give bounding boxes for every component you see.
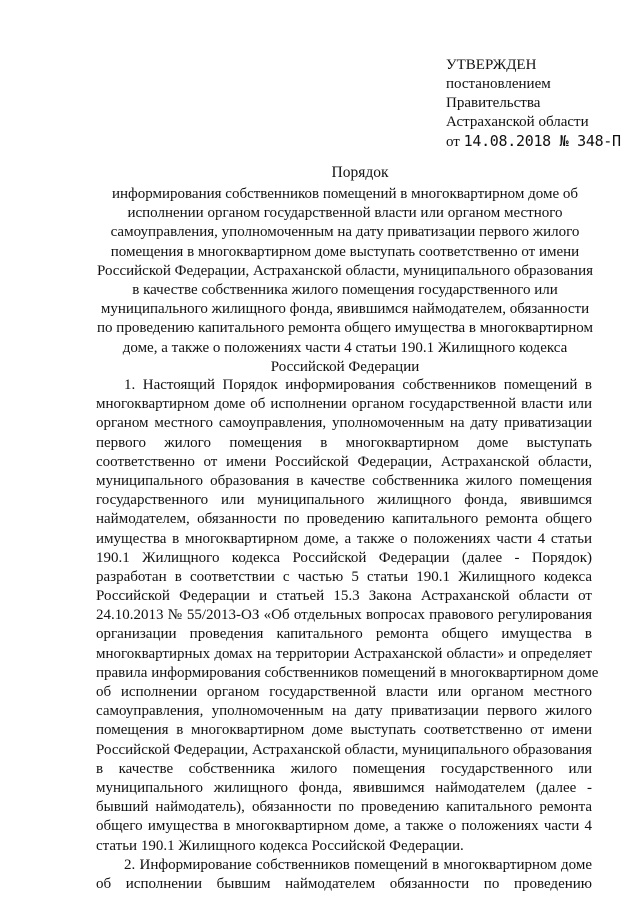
paragraph-1	[96, 376, 599, 856]
subtitle-line: самоуправления, уполномоченным на дату приватизации первого жилого	[110, 224, 580, 241]
text-line: статьи 190.1 Жилищного кодекса Российской Федерации.	[96, 837, 464, 854]
approval-date-line	[446, 132, 621, 152]
subtitle-line: информирования собственников помещений в многоквартирном доме об	[111, 186, 579, 202]
text-line: первого жилого помещения в многоквартирном доме выступать	[96, 434, 592, 451]
text-line: организации проведения капитального ремонта общего имущества в	[96, 626, 592, 643]
text-line: помещения в многоквартирном доме выступать соответственно от имени	[96, 722, 592, 739]
text-line: наймодателем, обязанности по проведению капитального ремонта общего	[96, 511, 592, 528]
text-line: Российской Федерации, Астраханской области, муниципального образования	[96, 741, 593, 758]
text-line: муниципального образования в качестве собственника жилого помещения	[96, 472, 592, 489]
text-line: государственного или муниципального жилищного фонда, явившимся	[96, 492, 592, 509]
text-line: Российской Федерации и статьей 15.3 Закона Астраханской области от	[96, 588, 592, 605]
paragraph-2	[96, 856, 592, 894]
text-line: органом местного самоуправления, уполномоченным на дату приватизации	[96, 415, 592, 432]
document-subtitle	[95, 185, 595, 377]
subtitle-line: муниципального жилищного фонда, явившимся наймодателем, обязанности	[100, 301, 590, 318]
text-line: 190.1 Жилищного кодекса Российской Федерации (далее - Порядок)	[96, 549, 592, 566]
text-line: муниципального жилищного фонда, явившимся наймодателем (далее -	[96, 779, 592, 796]
approval-date-number: 14.08.2018 № 348-П	[463, 132, 621, 150]
subtitle-line: Российской Федерации, Астраханской области, муниципального образования	[96, 262, 594, 279]
text-line: самоуправления, уполномоченным на дату приватизации первого жилого	[96, 703, 592, 720]
subtitle-line: доме, а также о положениях части 4 статьи 190.1 Жилищного кодекса	[122, 339, 568, 356]
text-line: об исполнении бывшим наймодателем обязанности по проведению	[96, 875, 592, 892]
document-title: Порядок	[331, 164, 389, 181]
subtitle-line: исполнении органом государственной власти или органом местного	[127, 205, 563, 222]
approval-date-prefix: от	[446, 134, 460, 150]
document-body	[96, 376, 599, 894]
subtitle-line: помещения в многоквартирном доме выступать соответственно от имени	[110, 243, 580, 260]
text-line: общего имущества в многоквартирном доме, а также о положениях части 4	[96, 818, 592, 835]
approval-government: Правительства	[446, 95, 541, 111]
subtitle-line: Российской Федерации	[270, 358, 420, 375]
approval-decree: постановлением	[446, 76, 551, 92]
text-line: 24.10.2013 № 55/2013-ОЗ «Об отдельных вопросах правового регулирования	[96, 607, 592, 624]
text-line: 1. Настоящий Порядок информирования собственников помещений в	[124, 377, 592, 393]
text-line: многоквартирном доме об исполнении органом государственной власти или	[96, 396, 592, 413]
text-line: разработан в соответствии с частью 5 статьи 190.1 Жилищного кодекса	[96, 568, 592, 585]
text-line: бывший наймодатель), обязанности по проведению капитального ремонта	[96, 799, 592, 816]
text-line: в качестве собственника жилого помещения государственного или	[96, 760, 592, 777]
text-line: многоквартирных домах на территории Астраханской области» и определяет	[96, 645, 592, 662]
subtitle-line: в качестве собственника жилого помещения государственного или	[132, 282, 558, 299]
subtitle-line: по проведению капитального ремонта общего имущества в многоквартирном	[97, 320, 593, 337]
approval-block	[446, 56, 621, 152]
text-line: 2. Информирование собственников помещений в многоквартирном доме	[124, 856, 592, 873]
text-line: соответственно от имени Российской Федерации, Астраханской области,	[96, 453, 592, 470]
text-line: об исполнении органом государственной власти или органом местного	[96, 684, 592, 700]
approval-title: УТВЕРЖДЕН	[446, 57, 537, 73]
text-line: имущества в многоквартирном доме, а также о положениях части 4 статьи	[96, 530, 592, 547]
text-line: правила информирования собственников помещений в многоквартирном доме	[96, 664, 599, 681]
approval-region: Астраханской области	[446, 114, 589, 130]
